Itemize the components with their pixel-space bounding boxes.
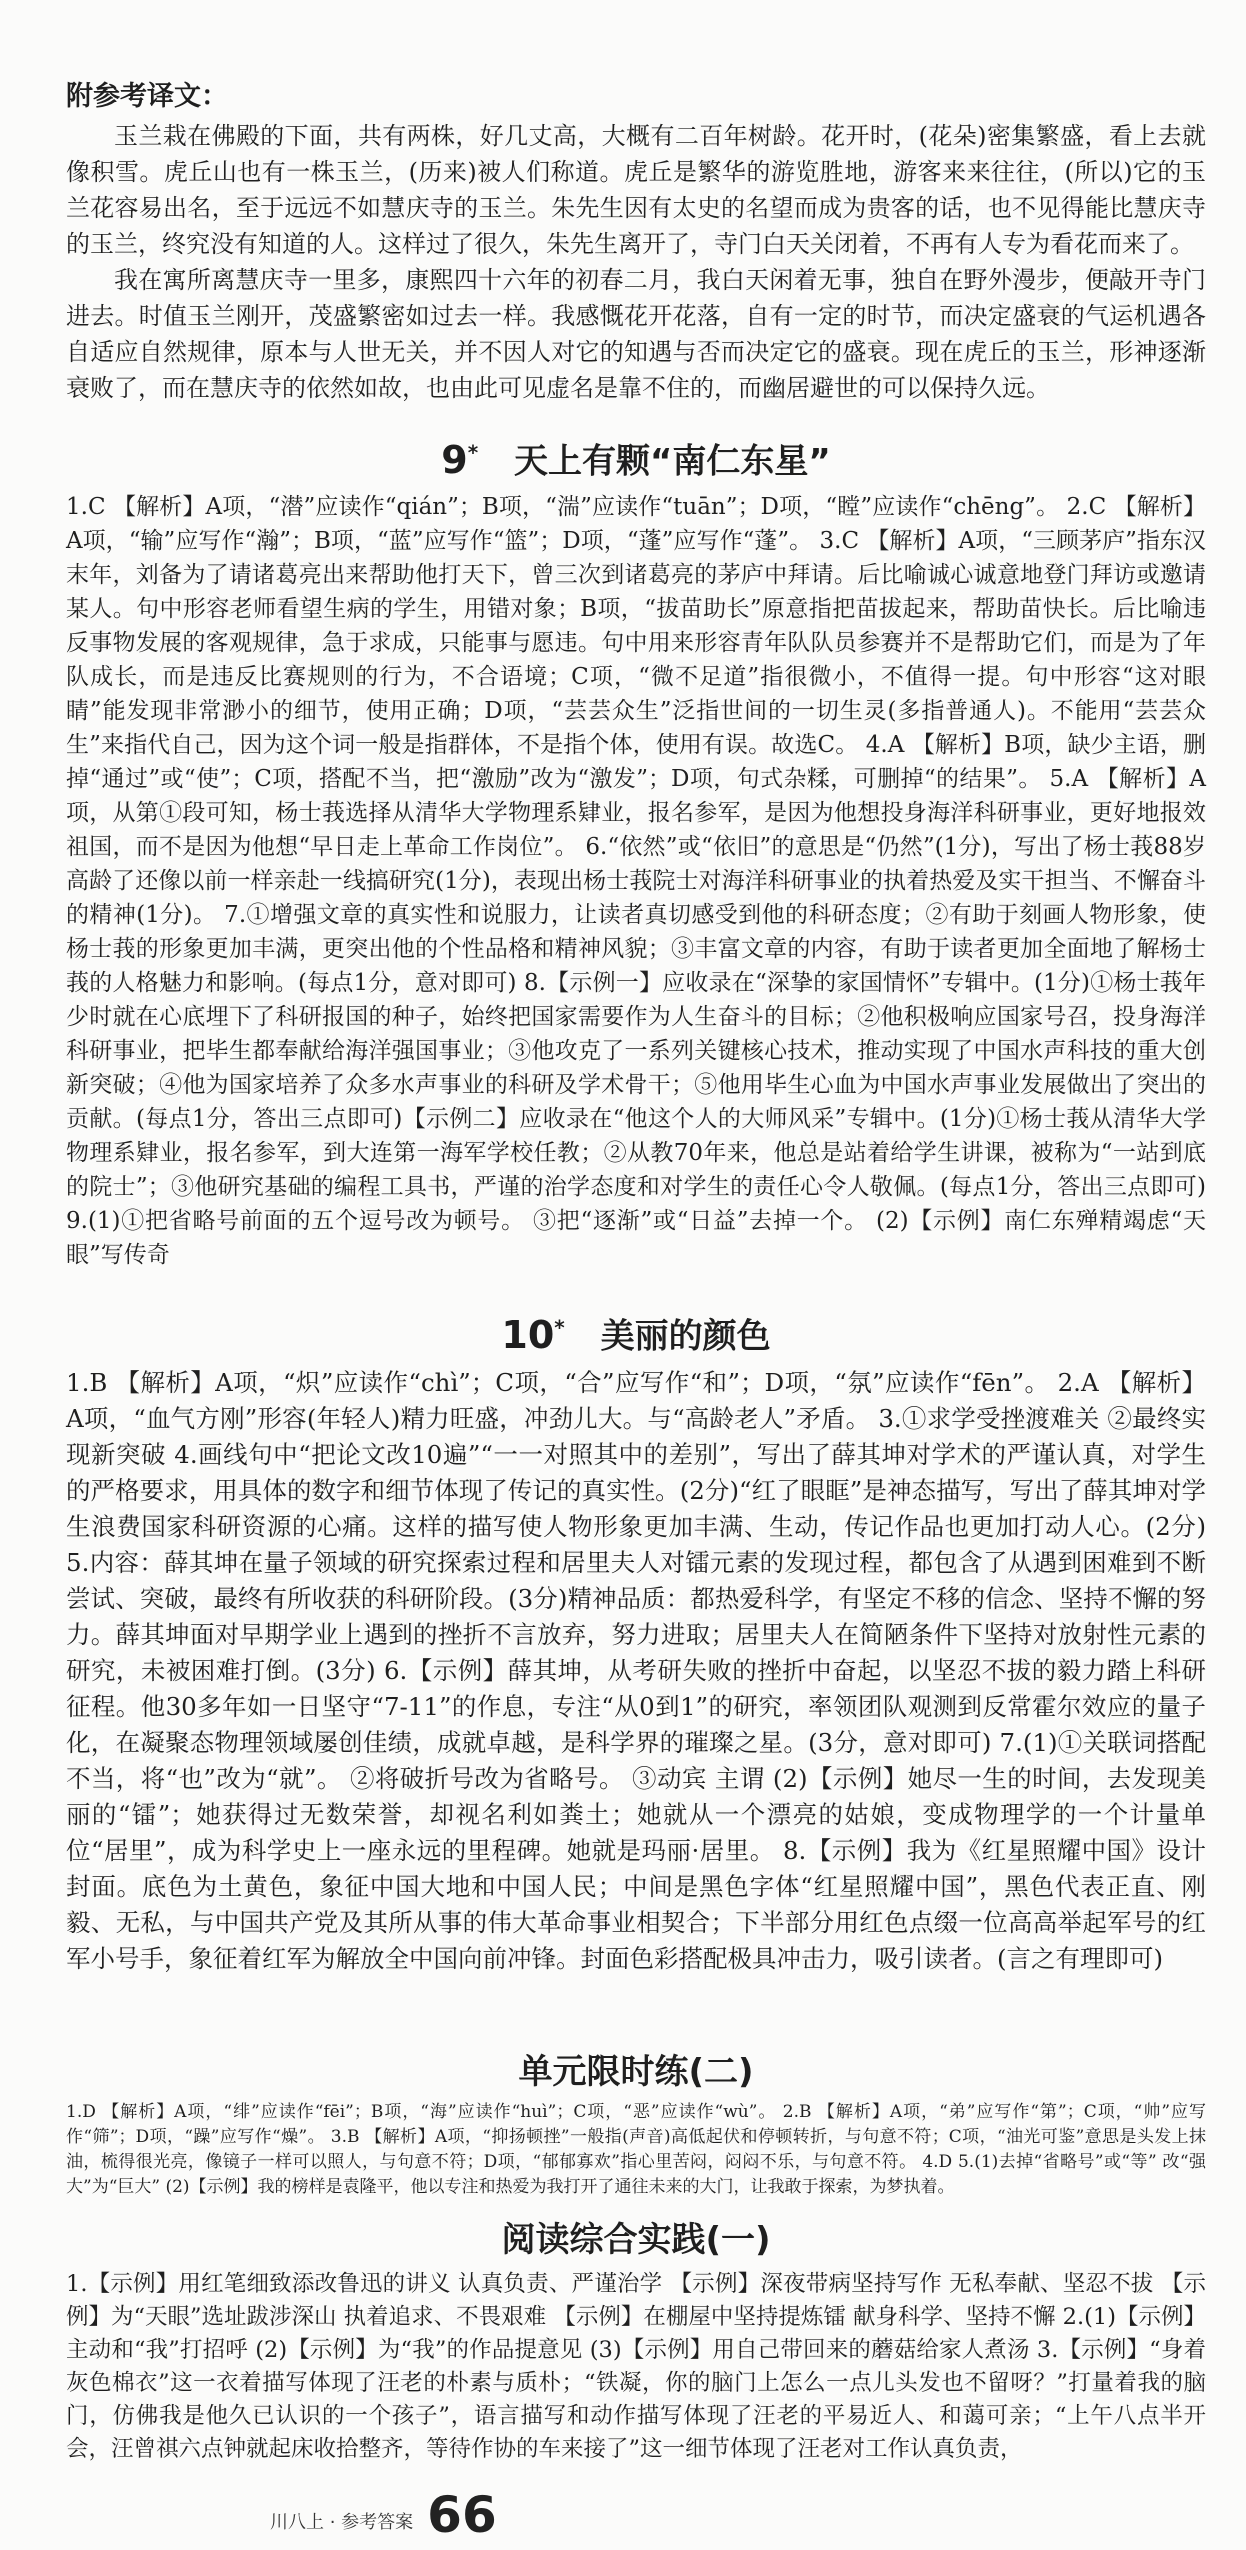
translation-heading: 附参考译文： <box>66 81 228 112</box>
lesson-9-section <box>66 420 1206 1272</box>
translation-paragraph-1: 玉兰栽在佛殿的下面，共有两株，好几丈高，大概有二百年树龄。花开时，(花朵)密集繁盛，看上去就像积雪。虎丘山也有一株玉兰，(历来)被人们称道。虎丘是繁华的游览胜地，游客来来往往，(所以)它的玉兰花容易出名，至于远远不如慧庆寺的玉兰。朱先生因有太史的名望而成为贵客的话，也不见得能比慧庆寺的玉兰，终究没有知道的人。这样过了很久，朱先生离开了，寺门白天关闭着，不再有人专为看花而来了。 <box>66 122 1206 258</box>
footer-label: 川八上 · 参考答案 <box>270 2512 414 2533</box>
translation-paragraph-2: 我在寓所离慧庆寺一里多，康熙四十六年的初春二月，我白天闲着无事，独自在野外漫步，便敲开寺门进去。时值玉兰刚开，茂盛繁密如过去一样。我感慨花开花落，自有一定的时节，而决定盛衰的气运机遇各自适应自然规律，原本与人世无关，并不因人对它的知遇与否而决定它的盛衰。现在虎丘的玉兰，形神逐渐衰败了，而在慧庆寺的依然如故，也由此可见虚名是靠不住的，而幽居避世的可以保持久远。 <box>66 266 1206 402</box>
reading-practice-section <box>66 2208 1206 2466</box>
lesson-10-answers: 1.B 【解析】A项，“炽”应读作“chì”；C项，“合”应写作“和”；D项，“氛”应读作“fēn”。 2.A 【解析】A项，“血气方刚”形容(年轻人)精力旺盛，冲劲儿大。与“高龄老人”矛盾。 3.①求学受挫渡难关 ②最终实现新突破 4.画线句中“把论文改10遍”“一一对照其中的差别”，写出了薛其坤对学术的严谨认真，对学生的严格要求，用具体的数字和细节体现了传记的真实性。(2分)“红了眼眶”是神态描写，写出了薛其坤对学生浪费国家科研资源的心痛。这样的描写使人物形象更加丰满、生动，传记作品也更加打动人心。(2分) 5.内容：薛其坤在量子领域的研究探索过程和居里夫人对镭元素的发现过程，都包含了从遇到困难到不断尝试、突破，最终有所收获的科研阶段。(3分)精神品质：都热爱科学，有坚定不移的信念、坚持不懈的努力。薛其坤面对早期学业上遇到的挫折不言放弃，努力进取；居里夫人在简陋条件下坚持对放射性元素的研究，未被困难打倒。(3分) 6.【示例】薛其坤，从考研失败的挫折中奋起，以坚忍不拔的毅力踏上科研征程。他30多年如一日坚守“7-11”的作息，专注“从0到1”的研究，率领团队观测到反常霍尔效应的量子化，在凝聚态物理领域屡创佳绩，成就卓越，是科学界的璀璨之星。(3分，意对即可) 7.(1)①关联词搭配不当，将“也”改为“就”。 ②将破折号改为省略号。 ③动宾 主谓 (2)【示例】她尽一生的时间，去发现美丽的“镭”；她获得过无数荣誉，却视名利如粪土；她就从一个漂亮的姑娘，变成物理学的一个计量单位“居里”，成为科学史上一座永远的里程碑。她就是玛丽·居里。 8.【示例】我为《红星照耀中国》设计封面。底色为土黄色，象征中国大地和中国人民；中间是黑色字体“红星照耀中国”，黑色代表正直、刚毅、无私，与中国共产党及其所从事的伟大革命事业相契合；下半部分用红色点缀一位高高举起军号的红军小号手，象征着红军为解放全中国向前冲锋。封面色彩搭配极具冲击力，吸引读者。(言之有理即可) <box>66 1367 1206 1973</box>
lesson-9-title <box>66 426 1206 488</box>
reading-practice-title: 阅读综合实践(一) <box>501 2220 771 2260</box>
unit-test-section <box>66 2040 1206 2200</box>
lesson-10-title-text: 美丽的颜色 <box>600 1316 771 1357</box>
translation-section <box>66 76 1206 406</box>
unit-test-answers: 1.D 【解析】A项，“绯”应读作“fēi”；B项，“海”应读作“huì”；C项，“恶”应读作“wù”。 2.B 【解析】A项，“弟”应写作“第”；C项，“帅”应写作“筛”；D项，“躁”应写作“燥”。 3.B 【解析】A项，“抑扬顿挫”一般指(声音)高低起伏和停顿转折，与句意不符；C项，“油光可鉴”意思是头发上抹油，梳得很光亮，像镜子一样可以照人，与句意不符；D项，“郁郁寡欢”指心里苦闷，闷闷不乐，与句意不符。 4.D 5.(1)去掉“省略号”或“等” 改“强大”为“巨大” (2)【示例】我的榜样是袁隆平，他以专注和热爱为我打开了通往未来的大门，让我敢于探索，为梦执着。 <box>66 2102 1206 2197</box>
unit-test-title: 单元限时练(二) <box>518 2052 754 2092</box>
page-number: 66 <box>427 2486 497 2544</box>
lesson-9-title-text: 天上有颗“南仁东星” <box>514 441 831 482</box>
page-footer <box>270 2486 497 2544</box>
lesson-10-number: 10* <box>501 1312 565 1357</box>
reading-practice-answers: 1.【示例】用红笔细致添改鲁迅的讲义 认真负责、严谨治学 【示例】深夜带病坚持写作 无私奉献、坚忍不拔 【示例】为“天眼”选址跋涉深山 执着追求、不畏艰难 【示例】在棚屋中坚持提炼镭 献身科学、坚持不懈 2.(1)【示例】主动和“我”打招呼 (2)【示例】为“我”的作品提意见 (3)【示例】用自己带回来的蘑菇给家人煮汤 3.【示例】“身着灰色棉衣”这一衣着描写体现了汪老的朴素与质朴；“铁凝，你的脑门上怎么一点儿头发也不留呀？”打量着我的脑门，仿佛我是他久已认识的一个孩子”，语言描写和动作描写体现了汪老的平易近人、和蔼可亲；“上午八点半开会，汪曾祺六点钟就起床收拾整齐，等待作协的车来接了”这一细节体现了汪老对工作认真负责， <box>66 2271 1206 2462</box>
lesson-10-section <box>66 1295 1206 1977</box>
lesson-10-title <box>66 1301 1206 1363</box>
lesson-9-number: 9* <box>441 437 479 482</box>
lesson-9-answers: 1.C 【解析】A项，“潜”应读作“qián”；B项，“湍”应读作“tuān”；D项，“瞠”应读作“chēng”。 2.C 【解析】A项，“输”应写作“瀚”；B项，“蓝”应写作“篮”；D项，“蓬”应写作“蓬”。 3.C 【解析】A项，“三顾茅庐”指东汉末年，刘备为了请诸葛亮出来帮助他打天下，曾三次到诸葛亮的茅庐中拜请。后比喻诚心诚意地登门拜访或邀请某人。句中形容老师看望生病的学生，用错对象；B项，“拔苗助长”原意指把苗拔起来，帮助苗快长。后比喻违反事物发展的客观规律，急于求成，只能事与愿违。句中用来形容青年队队员参赛并不是帮助它们，而是为了年队成长，而是违反比赛规则的行为，不合语境；C项，“微不足道”指很微小，不值得一提。句中形容“这对眼睛”能发现非常渺小的细节，使用正确；D项，“芸芸众生”泛指世间的一切生灵(多指普通人)。不能用“芸芸众生”来指代自己，因为这个词一般是指群体，不是指个体，使用有误。故选C。 4.A 【解析】B项，缺少主语，删掉“通过”或“使”；C项，搭配不当，把“激励”改为“激发”；D项，句式杂糅，可删掉“的结果”。 5.A 【解析】A项，从第①段可知，杨士莪选择从清华大学物理系肄业，报名参军，是因为他想投身海洋科研事业，更好地报效祖国，而不是因为他想“早日走上革命工作岗位”。 6.“依然”或“依旧”的意思是“仍然”(1分)，写出了杨士莪88岁高龄了还像以前一样亲赴一线搞研究(1分)，表现出杨士莪院士对海洋科研事业的执着热爱及实干担当、不懈奋斗的精神(1分)。 7.①增强文章的真实性和说服力，让读者真切感受到他的科研态度；②有助于刻画人物形象，使杨士莪的形象更加丰满，更突出他的个性品格和精神风貌；③丰富文章的内容，有助于读者更加全面地了解杨士莪的人格魅力和影响。(每点1分，意对即可) 8.【示例一】应收录在“深挚的家国情怀”专辑中。(1分)①杨士莪年少时就在心底埋下了科研报国的种子，始终把国家需要作为人生奋斗的目标；②他积极响应国家号召，投身海洋科研事业，把毕生都奉献给海洋强国事业；③他攻克了一系列关键核心技术，推动实现了中国水声科技的重大创新突破；④他为国家培养了众多水声事业的科研及学术骨干；⑤他用毕生心血为中国水声事业发展做出了突出的贡献。(每点1分，答出三点即可)【示例二】应收录在“他这个人的大师风采”专辑中。(1分)①杨士莪从清华大学物理系肄业，报名参军，到大连第一海军学校任教；②从教70年来，他总是站着给学生讲课，被称为“一站到底的院士”；③他研究基础的编程工具书，严谨的治学态度和对学生的责任心令人敬佩。(每点1分，答出三点即可) 9.(1)①把省略号前面的五个逗号改为顿号。 ③把“逐渐”或“日益”去掉一个。 (2)【示例】南仁东殚精竭虑“天眼”写传奇 <box>66 493 1206 1268</box>
